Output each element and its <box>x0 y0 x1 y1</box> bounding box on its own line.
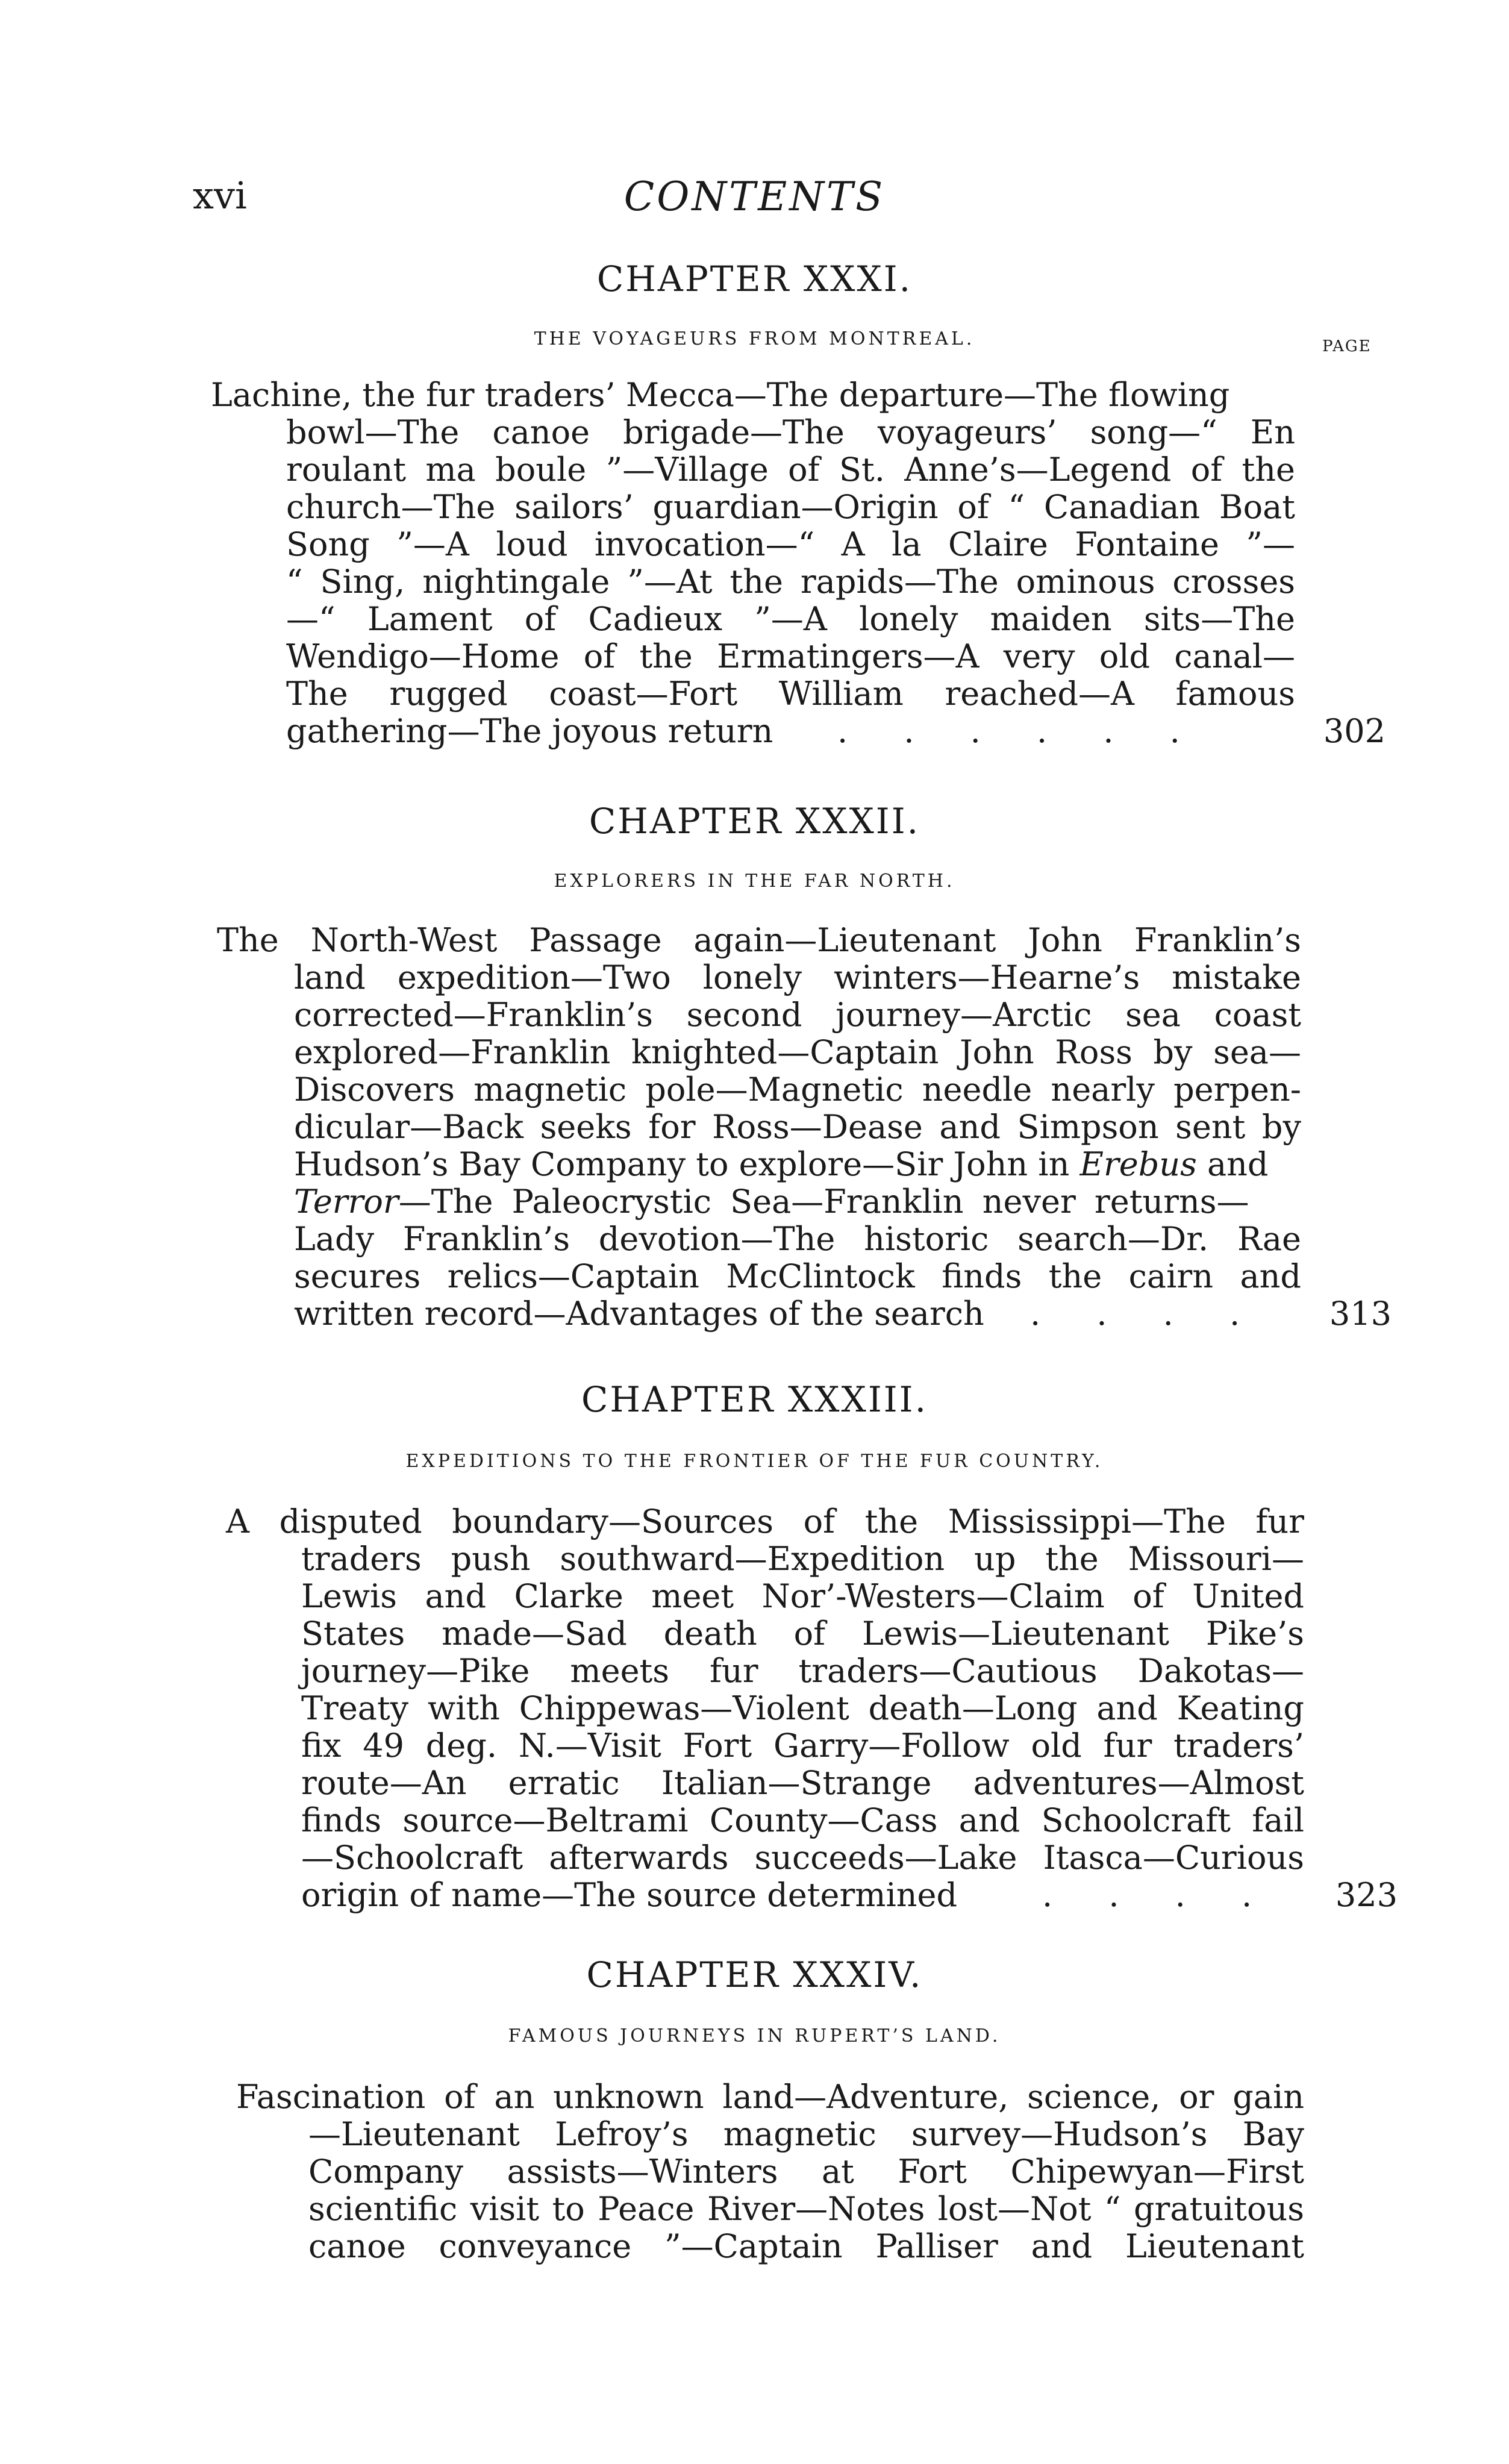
chapter-title: CHAPTER XXXI. <box>596 258 913 299</box>
summary-line: written record—Advantages of the search <box>294 1295 984 1333</box>
chapter-title: CHAPTER XXXIV. <box>586 1954 923 1995</box>
summary-line: Song ”—A loud invocation—“ A la Claire Fontaine ”— <box>286 525 1295 563</box>
summary-text: and <box>1196 1145 1269 1183</box>
dot-leaders: . . . . . . <box>837 712 1203 750</box>
summary-line: gathering—The joyous return <box>286 712 773 750</box>
dot-leaders: . . . . <box>1042 1876 1275 1914</box>
summary-line: Lady Franklin’s devotion—The historic search—Dr. Rae <box>294 1220 1301 1258</box>
summary-line: “ Sing, nightingale ”—At the rapids—The ominous crosses <box>286 563 1295 601</box>
summary-line: —Schoolcraft afterwards succeeds—Lake Itasca—Curious <box>301 1839 1304 1877</box>
summary-line: bowl—The canoe brigade—The voyageurs’ song—“ En <box>286 413 1295 451</box>
chapter-title: CHAPTER XXXIII. <box>581 1379 928 1420</box>
page-column-label: PAGE <box>1322 337 1372 355</box>
summary-line: —Lieutenant Lefroy’s magnetic survey—Hudson’s Bay <box>308 2115 1304 2153</box>
summary-line: A disputed boundary—Sources of the Mississippi—The fur <box>226 1502 1304 1540</box>
summary-line: Wendigo—Home of the Ermatingers—A very old canal— <box>286 637 1295 675</box>
page-folio: xvi <box>193 174 247 217</box>
page-number: 302 <box>1323 712 1386 750</box>
summary-line: Lewis and Clarke meet Nor’-Westers—Claim of United <box>301 1577 1304 1615</box>
summary-line: corrected—Franklin’s second journey—Arctic sea coast <box>294 996 1301 1034</box>
summary-line: explored—Franklin knighted—Captain John Ross by sea— <box>294 1033 1301 1071</box>
summary-line: origin of name—The source determined <box>301 1876 958 1914</box>
summary-line <box>294 1183 1249 1221</box>
chapter-subtitle: EXPLORERS IN THE FAR NORTH. <box>554 871 955 892</box>
summary-line: Company assists—Winters at Fort Chipewyan—First <box>308 2153 1304 2190</box>
summary-line: The rugged coast—Fort William reached—A famous <box>286 675 1295 713</box>
chapter-title: CHAPTER XXXII. <box>589 801 920 842</box>
summary-line: The North-West Passage again—Lieutenant John Franklin’s <box>217 921 1301 959</box>
summary-line: dicular—Back seeks for Ross—Dease and Simpson sent by <box>294 1108 1301 1146</box>
summary-line: journey—Pike meets fur traders—Cautious Dakotas— <box>301 1652 1304 1690</box>
dot-leaders: . . . . <box>1030 1295 1263 1333</box>
summary-line: church—The sailors’ guardian—Origin of “ Canadian Boat <box>286 488 1295 526</box>
page-number: 313 <box>1329 1295 1392 1333</box>
page-number: 323 <box>1335 1876 1398 1914</box>
summary-line: traders push southward—Expedition up the Missouri— <box>301 1540 1304 1578</box>
running-head: CONTENTS <box>623 174 886 220</box>
summary-line: canoe conveyance ”—Captain Palliser and Lieutenant <box>308 2227 1304 2265</box>
summary-line: scientific visit to Peace River—Notes lost—Not “ gratuitous <box>308 2190 1304 2228</box>
summary-text: Hudson’s Bay Company to explore—Sir John in <box>294 1145 1080 1183</box>
chapter-subtitle: THE VOYAGEURS FROM MONTREAL. <box>534 328 975 349</box>
summary-line: finds source—Beltrami County—Cass and Schoolcraft fail <box>301 1801 1304 1839</box>
summary-line: fix 49 deg. N.—Visit Fort Garry—Follow old fur traders’ <box>301 1727 1304 1765</box>
summary-line: secures relics—Captain McClintock finds the cairn and <box>294 1257 1301 1295</box>
summary-line: Discovers magnetic pole—Magnetic needle nearly perpen- <box>294 1071 1301 1108</box>
summary-text: —The Paleocrystic Sea—Franklin never returns— <box>398 1183 1249 1221</box>
summary-line: land expedition—Two lonely winters—Hearne’s mistake <box>294 958 1301 996</box>
summary-line: —“ Lament of Cadieux ”—A lonely maiden sits—The <box>286 600 1295 638</box>
chapter-subtitle: EXPEDITIONS TO THE FRONTIER OF THE FUR COUNTRY. <box>405 1451 1104 1472</box>
summary-line <box>294 1146 1269 1183</box>
chapter-subtitle: FAMOUS JOURNEYS IN RUPERT’S LAND. <box>508 2025 1001 2047</box>
ship-name-erebus: Erebus <box>1079 1145 1197 1183</box>
summary-line: roulant ma boule ”—Village of St. Anne’s—Legend of the <box>286 451 1295 489</box>
summary-line: Lachine, the fur traders’ Mecca—The departure—The flowing <box>211 376 1230 414</box>
ship-name-terror: Terror <box>294 1183 399 1221</box>
summary-line: Fascination of an unknown land—Adventure, science, or gain <box>236 2078 1304 2116</box>
summary-line: States made—Sad death of Lewis—Lieutenant Pike’s <box>301 1615 1304 1653</box>
summary-line: route—An erratic Italian—Strange adventures—Almost <box>301 1764 1304 1802</box>
summary-line: Treaty with Chippewas—Violent death—Long and Keating <box>301 1689 1304 1727</box>
